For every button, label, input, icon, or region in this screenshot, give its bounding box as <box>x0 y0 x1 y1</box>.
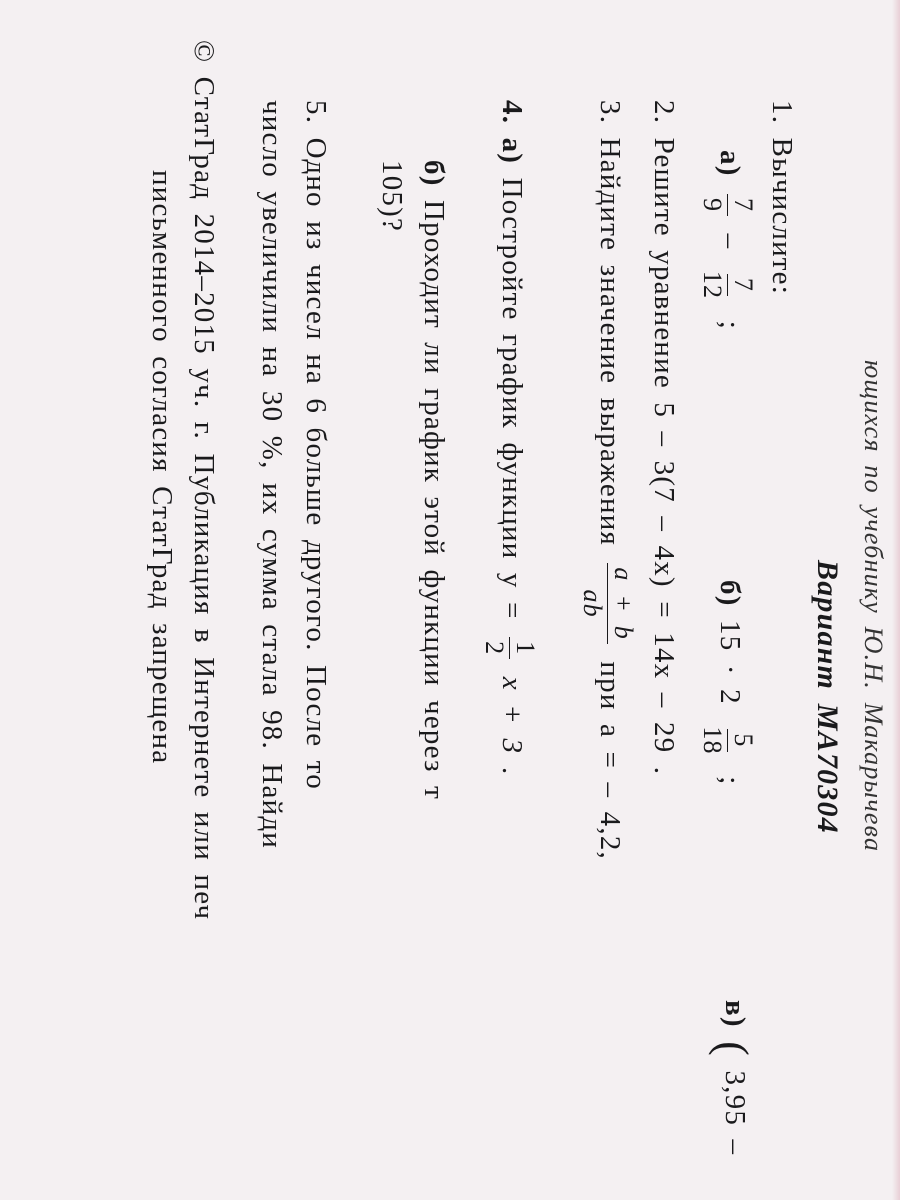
fraction-denominator: 18 <box>698 726 728 755</box>
cut-header: ющихся по учебнику Ю.Н. Макарычева <box>859 360 888 853</box>
fraction <box>697 194 758 216</box>
task2-text: 2. Решите уравнение 5 – 3(7 – 4x) = 14x – 29 . <box>648 100 680 776</box>
task4b-cont: 105)? <box>376 160 408 233</box>
fraction <box>697 722 758 758</box>
task4a-row <box>479 100 540 776</box>
task3-row <box>577 100 638 860</box>
task4b-text: Проходит ли график этой функции через т <box>418 200 450 801</box>
page-edge-shadow <box>892 0 900 1200</box>
copyright-line2: письменного согласия СтатГрад запрещена <box>146 170 178 765</box>
task5-line1: 5. Одно из чисел на 6 больше другого. После то <box>300 100 332 790</box>
variant-title: Вариант МА70304 <box>811 560 844 834</box>
task4a-tail: x + 3 . <box>495 676 528 777</box>
fraction-numerator: 7 <box>727 194 758 216</box>
task1-row <box>697 150 758 330</box>
fraction-denominator: 12 <box>698 270 728 300</box>
fraction-numerator: 5 <box>727 729 758 751</box>
task1-b-expr: 15 · 2 <box>713 620 746 705</box>
fraction <box>697 267 758 303</box>
task4a-label: 4. а) <box>495 100 528 165</box>
task1-label: 1. Вычислите: <box>766 100 798 295</box>
fraction <box>577 563 638 644</box>
task5-line2: число увеличили на 30 %, их сумма стала 98. Найди <box>256 100 288 850</box>
task4b-row <box>417 160 450 800</box>
fraction-numerator: 7 <box>727 274 758 296</box>
task1-v-row <box>707 1000 758 1155</box>
copyright-line1: © СтатГрад 2014–2015 уч. г. Публикация в Интернете или печ <box>188 40 220 921</box>
task1-v-prefix: в) <box>718 1000 751 1028</box>
fraction-numerator: a + b <box>607 563 638 644</box>
semicolon: ; <box>713 776 746 786</box>
task3-text: 3. Найдите значение выражения <box>593 100 626 546</box>
fraction-denominator: 9 <box>698 198 728 213</box>
fraction-denominator: ab <box>578 589 608 618</box>
fraction <box>479 637 540 659</box>
fraction-numerator: 1 <box>509 637 540 659</box>
semicolon: ; <box>713 320 746 330</box>
task1-b-row <box>697 580 758 785</box>
task1-a-prefix: а) <box>713 150 746 177</box>
open-paren: ( <box>708 1041 757 1058</box>
fraction-denominator: 2 <box>480 641 510 656</box>
task4b-label: б) <box>418 160 450 187</box>
task1-v-expr: 3,95 – <box>718 1070 751 1156</box>
task4a-text: Постройте график функции y = <box>495 177 528 620</box>
minus-sign: – <box>713 233 746 250</box>
task1-b-prefix: б) <box>713 580 746 607</box>
task3-suffix: при a = – 4,2, <box>593 661 626 860</box>
